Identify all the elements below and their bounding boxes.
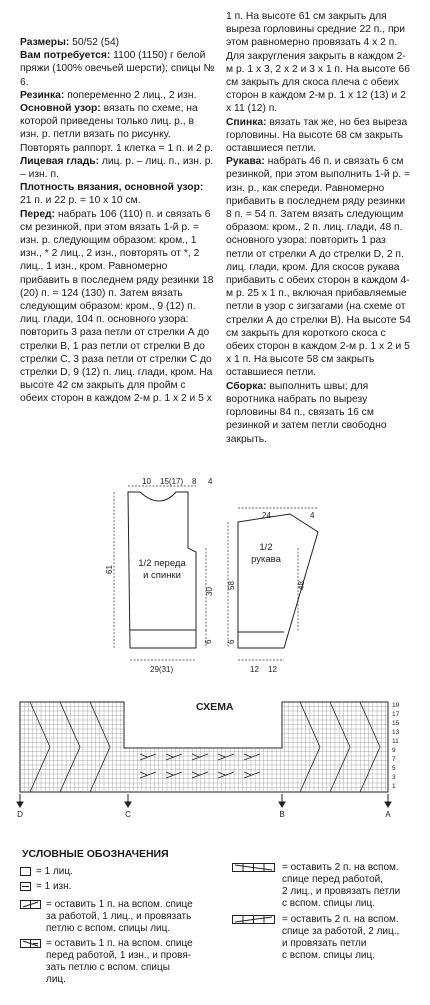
legend-cable-back-line-1: = оставить 2 п. на вспом.	[282, 914, 399, 925]
sleeve-piece-label-2: рукава	[251, 554, 281, 565]
dim-neck-width: 10	[142, 477, 151, 486]
legend-cable-back-line-3: и провязать петли	[282, 938, 367, 949]
instructions-right-column	[226, 10, 411, 446]
row-number: 11	[392, 738, 399, 745]
main-pattern-value: вязать по схеме, на которой приведены только лиц. р., в изн. р. петли вязать по рисунку. Повторять раппорт. 1 клетка = 1 п. и 2 р.	[20, 103, 214, 154]
back-paragraph	[226, 116, 411, 156]
dim-sleeve-cap: 4	[310, 511, 315, 520]
arrow-label-a: A	[385, 810, 391, 819]
assembly-paragraph	[226, 380, 411, 446]
rib-label: Резинка:	[20, 89, 65, 101]
arrow-label-b: B	[279, 810, 285, 819]
legend-cross-back-line-3: петлю с вспом. спицы лиц.	[46, 923, 171, 934]
sleeve-piece-label-1: 1/2	[259, 542, 273, 553]
legend-cross-front-line-4: лиц.	[46, 974, 66, 985]
front-value: набрать 106 (110) п. и связать 6 см резинкой, при этом вязать 1-й р. = изн. р. следующим образом: кром., 1 изн., * 2 лиц., 2 изн., повторять от *, 2 лиц., 1 изн., кром. Равномерно прибавить в последнем ряду резинки 18 (20) п. = 124 (130) п. Затем вязать следующим образом: кром., 9 (12) п. лиц. глади, 104 п. основного узора: повторить 3 раза петли от стрелки А до стрелки В, 1 раз петли от стрелки В до стрелки С, 3 раза петли от стрелки С до стрелки D, 9 (12) п. лиц. глади, кром. На высоте 42 см закрыть для пройм с обеих сторон в каждом 2-м р. 1 х 2 и 5 х	[20, 208, 214, 405]
legend-cable-back-line-4: с вспом. спицы лиц.	[282, 950, 376, 961]
row-number: 9	[392, 747, 396, 754]
row-number: 3	[392, 774, 396, 781]
sizes-paragraph	[20, 36, 215, 49]
front-continued-paragraph: 1 п. На высоте 61 см закрыть для выреза горловины средние 22 п., при этом равномерно провязать 4 х 2 п. Для закругления закрыть в каждом 2-м р. 1 х 3, 2 х 2 и 3 х 1 п. На высоте 66 см закрыть для скоса плеча с обеих сторон в каждом 2-м р. 1 х 12 (13) и 2 х 11 (12) п.	[226, 11, 411, 115]
legend-cable-back-line-2: спице за работой, 2 лиц.,	[282, 926, 400, 937]
dim-sleeve-half-right: 12	[268, 665, 277, 674]
arrow-label-c: C	[125, 810, 131, 819]
knit-symbol-icon	[20, 867, 32, 877]
row-number: 7	[392, 756, 396, 763]
row-number: 13	[392, 729, 400, 736]
chart-grid	[20, 702, 388, 792]
materials-paragraph	[20, 49, 215, 89]
gauge-paragraph	[20, 181, 215, 207]
dim-shoulder-slope: 8	[192, 477, 197, 486]
dim-body-height: 61	[105, 565, 114, 574]
dim-sleeve-height: 58	[227, 581, 236, 590]
dim-sleeve-seam: 48	[297, 581, 306, 590]
legend-cross-back-line-1: = оставить 1 п. на вспом. спице	[46, 899, 193, 910]
dim-armhole-top: 4	[208, 477, 213, 486]
front-paragraph	[20, 208, 215, 406]
dim-body-rib: 6	[204, 639, 213, 644]
chart-title: СХЕМА	[196, 701, 234, 713]
legend-cable-front-line-3: 2 лиц., и провязать петли	[282, 886, 401, 897]
materials-label: Вам потребуется:	[20, 50, 111, 62]
back-value: вязать так же, но без выреза горловины. На высоте 68 см закрыть оставшиеся петли.	[226, 116, 408, 155]
row-number: 17	[392, 711, 400, 718]
materials-value: 1100 (1150) г белой пряжи (100% овечьей шерсти); спицы № 6.	[20, 50, 215, 88]
row-number: 5	[392, 765, 396, 772]
legend-cross-front-line-3: зать петлю с вспом. спицы	[46, 962, 170, 973]
garment-schematic	[0, 470, 430, 680]
dim-body-width: 29(31)	[150, 665, 174, 674]
cable-back-symbol-icon	[232, 915, 276, 925]
legend	[0, 848, 430, 1005]
dim-sleeve-rib: 6	[227, 639, 236, 644]
stockinette-value: лиц. р. – лиц. п., изн. р. – изн. п.	[20, 155, 214, 181]
row-number: 15	[392, 720, 400, 727]
purl-symbol-icon	[20, 882, 32, 892]
legend-cross-back-line-2: за работой, 1 лиц., и провязать	[46, 911, 192, 922]
rib-value: попеременно 2 лиц., 2 изн.	[64, 89, 197, 101]
dim-armhole-height: 30	[205, 587, 214, 596]
legend-cross-front-line-1: = оставить 1 п. на вспом. спице	[46, 938, 193, 949]
chart-row-numbers	[392, 702, 400, 790]
dim-sleeve-half-left: 12	[250, 665, 259, 674]
cross-back-symbol-icon	[20, 900, 42, 910]
legend-title: УСЛОВНЫЕ ОБОЗНАЧЕНИЯ	[22, 848, 169, 860]
sleeve-piece-outline	[238, 514, 318, 648]
knitting-chart	[0, 690, 430, 840]
legend-cable-front-line-2: спице перед работой,	[282, 874, 384, 885]
back-label: Спинка:	[226, 116, 267, 128]
assembly-value: выполнить швы; для воротника набрать по вырезу горловины 84 п., связать 16 см резинкой и затем петли свободно закрыть.	[226, 380, 387, 445]
row-number: 1	[392, 783, 396, 790]
arrow-label-d: D	[17, 810, 23, 819]
gauge-value: 21 п. и 22 р. = 10 х 10 см.	[20, 195, 141, 207]
cable-front-symbol-icon	[232, 863, 276, 873]
stockinette-label: Лицевая гладь:	[20, 155, 99, 167]
front-label: Перед:	[20, 208, 56, 220]
legend-cable-front-line-1: = оставить 2 п. на вспом.	[282, 862, 399, 873]
sizes-value: 50/52 (54)	[69, 37, 120, 48]
legend-cable-front-line-4: с вспом. спицы лиц.	[282, 898, 376, 909]
body-piece-label-1: 1/2 переда	[138, 558, 186, 569]
sleeves-label: Рукава:	[226, 156, 265, 168]
main-pattern-label: Основной узор:	[20, 103, 101, 115]
dim-sleeve-top: 24	[262, 511, 271, 520]
dim-shoulder-width: 15(17)	[160, 477, 184, 486]
sleeves-paragraph	[226, 155, 411, 379]
rib-paragraph	[20, 89, 215, 102]
legend-knit-text: = 1 лиц.	[36, 866, 73, 877]
assembly-label: Сборка:	[226, 380, 267, 392]
body-piece-label-2: и спинки	[143, 570, 181, 581]
main-pattern-paragraph	[20, 102, 215, 155]
sleeves-value: набрать 46 п. и связать 6 см резинкой, при этом выполнить 1-й р. = изн. р., как спереди. Равномерно прибавить в последнем ряду резинки 8 п. = 54 п. Затем вязать следующим образом: кром., 2 п. лиц. глади, 48 п. основного узора: повторить 1 раз петли от стрелки А до стрелки D, 2 п. лиц. глади, кром. Для скосов рукава прибавить с обеих сторон в каждом 4-м р. 25 х 1 п., включая прибавляемые петли в узор с зигзагами (на схеме от стрелки А до стрелки В). На высоте 54 см закрыть для короткого скоса с обеих сторон в каждом 2-м р. 1 х 2 и 5 х 1 п. На высоте 58 см закрыть оставшиеся петли.	[226, 156, 411, 379]
gauge-label: Плотность вязания, основной узор:	[20, 182, 204, 194]
legend-purl-text: = 1 изн.	[36, 881, 72, 892]
stockinette-paragraph	[20, 155, 215, 181]
sizes-label: Размеры:	[20, 37, 70, 48]
cross-front-symbol-icon	[20, 939, 42, 949]
row-number: 19	[392, 702, 400, 709]
legend-cross-front-line-2: перед работой, 1 изн., и провя-	[46, 950, 192, 961]
instructions-left-column	[20, 36, 215, 406]
